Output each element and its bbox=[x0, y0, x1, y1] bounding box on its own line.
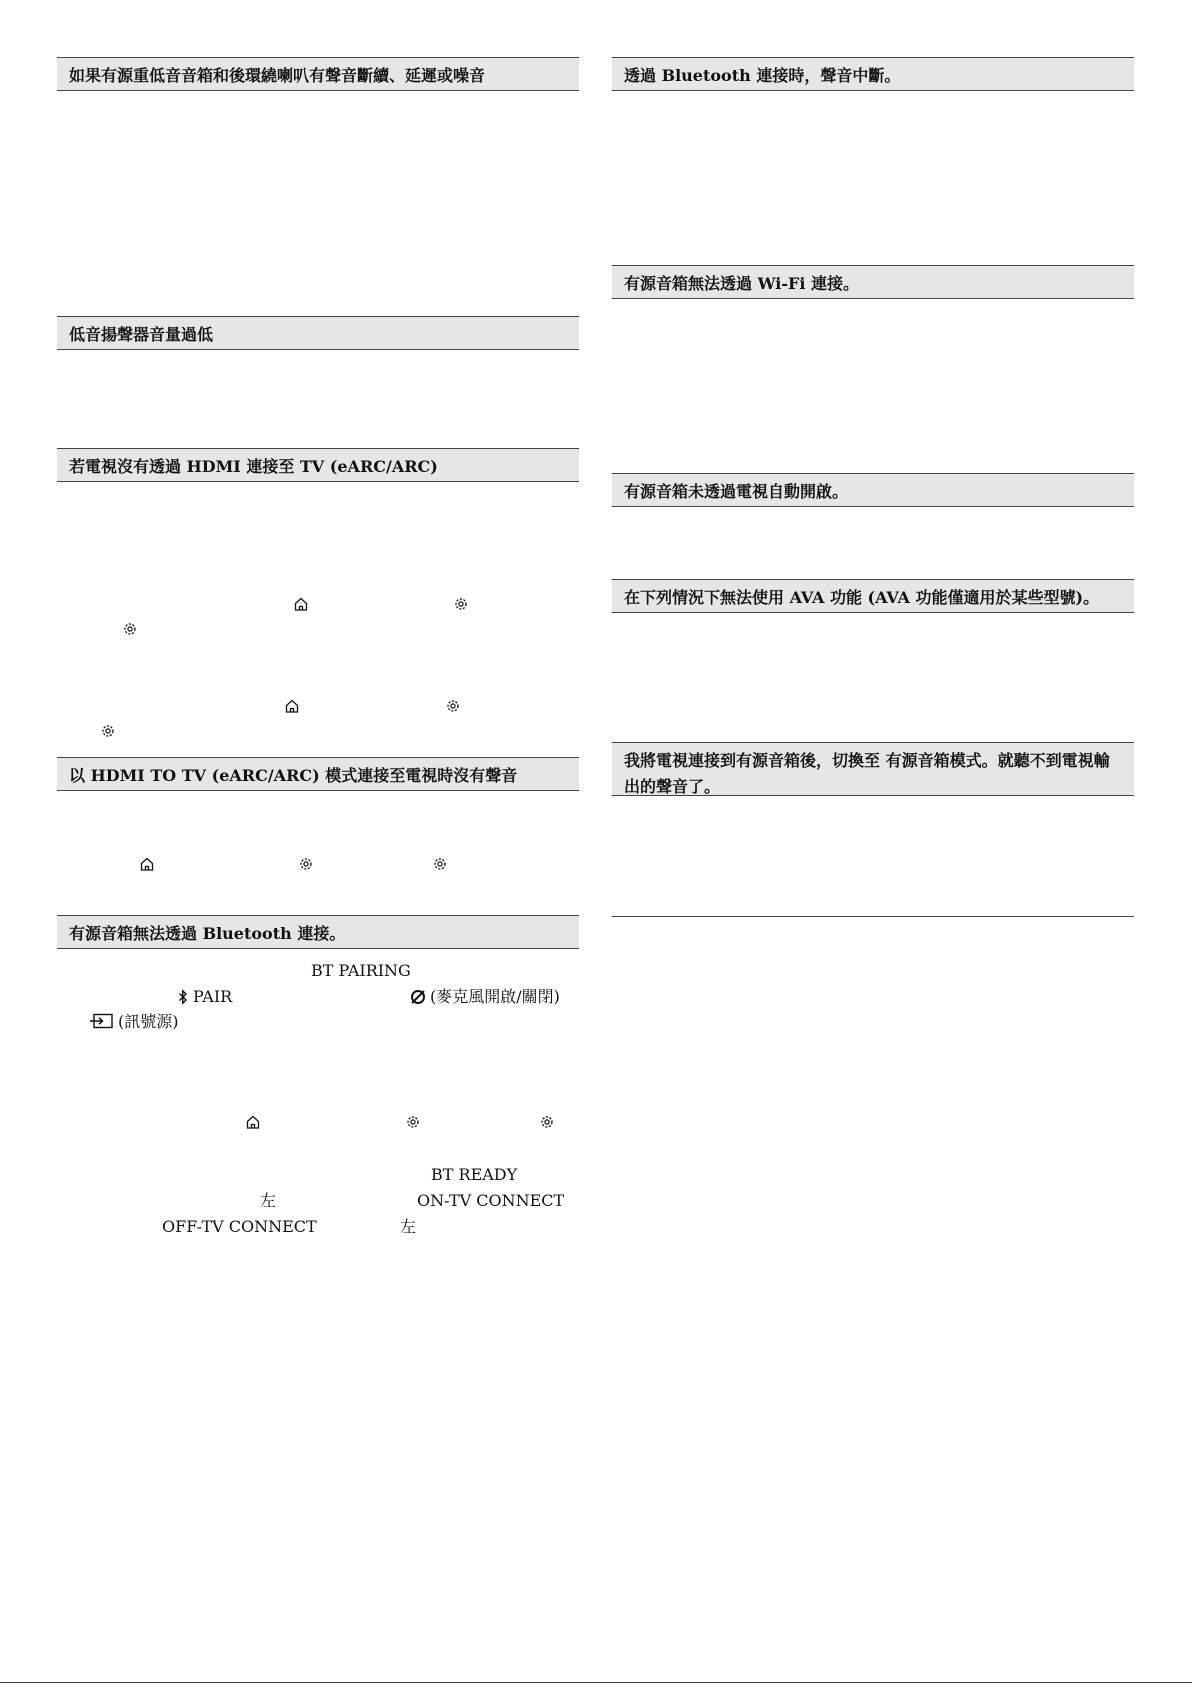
gear-icon bbox=[432, 856, 448, 872]
section-header-no-auto-power-on bbox=[612, 473, 1134, 507]
section-header-no-tv-sound-after-switch bbox=[612, 742, 1134, 796]
section-header-hdmi-no-sound bbox=[57, 757, 579, 791]
section-header-tv-not-connected-hdmi bbox=[57, 448, 579, 482]
home-icon bbox=[139, 856, 155, 872]
section-header-bluetooth-cannot-connect bbox=[57, 915, 579, 949]
section-title: 以 HDMI TO TV (eARC/ARC) 模式連接至電視時沒有聲音 bbox=[69, 766, 518, 785]
gear-icon bbox=[539, 1114, 555, 1130]
section-title: 有源音箱未透過電視自動開啟。 bbox=[624, 482, 849, 501]
section-divider bbox=[612, 916, 1134, 917]
mic-off-icon bbox=[409, 988, 427, 1006]
pair-label: PAIR bbox=[193, 987, 233, 1006]
section-title: 若電視沒有透過 HDMI 連接至 TV (eARC/ARC) bbox=[69, 457, 438, 476]
gear-icon bbox=[453, 596, 469, 612]
home-icon bbox=[284, 698, 300, 714]
home-icon bbox=[293, 596, 309, 612]
on-tv-connect-text: ON-TV CONNECT bbox=[417, 1191, 565, 1210]
section-header-woofer-volume-low bbox=[57, 316, 579, 350]
section-title: 透過 Bluetooth 連接時，聲音中斷。 bbox=[624, 66, 901, 85]
home-icon bbox=[245, 1114, 261, 1130]
section-title: 如果有源重低音音箱和後環繞喇叭有聲音斷續、延遲或噪音 bbox=[69, 66, 486, 85]
source-input-icon bbox=[89, 1013, 114, 1029]
section-header-sound-interruption bbox=[57, 57, 579, 91]
gear-icon bbox=[100, 723, 116, 739]
section-title: 有源音箱無法透過 Wi-Fi 連接。 bbox=[624, 274, 859, 293]
gear-icon bbox=[122, 621, 138, 637]
section-title: 我將電視連接到有源音箱後，切換至 有源音箱模式。就聽不到電視輸出的聲音了。 bbox=[624, 751, 1110, 796]
left-direction-text: 左 bbox=[260, 1191, 277, 1210]
section-title: 低音揚聲器音量過低 bbox=[69, 325, 214, 344]
source-label: (訊號源) bbox=[118, 1012, 179, 1031]
section-header-bluetooth-sound-interrupted bbox=[612, 57, 1134, 91]
page-bottom-rule bbox=[0, 1682, 1192, 1683]
section-title: 有源音箱無法透過 Bluetooth 連接。 bbox=[69, 924, 346, 943]
off-tv-connect-text: OFF-TV CONNECT bbox=[162, 1217, 317, 1236]
bt-ready-text: BT READY bbox=[431, 1165, 518, 1184]
bluetooth-icon bbox=[178, 989, 188, 1005]
gear-icon bbox=[298, 856, 314, 872]
gear-icon bbox=[405, 1114, 421, 1130]
bt-pairing-text: BT PAIRING bbox=[311, 961, 411, 980]
gear-icon bbox=[445, 698, 461, 714]
section-header-wifi-cannot-connect bbox=[612, 265, 1134, 299]
left-direction-text: 左 bbox=[400, 1217, 417, 1236]
section-title: 在下列情況下無法使用 AVA 功能 (AVA 功能僅適用於某些型號)。 bbox=[624, 588, 1100, 607]
mic-label: (麥克風開啟/關閉) bbox=[430, 987, 560, 1006]
section-header-ava-unavailable bbox=[612, 579, 1134, 613]
